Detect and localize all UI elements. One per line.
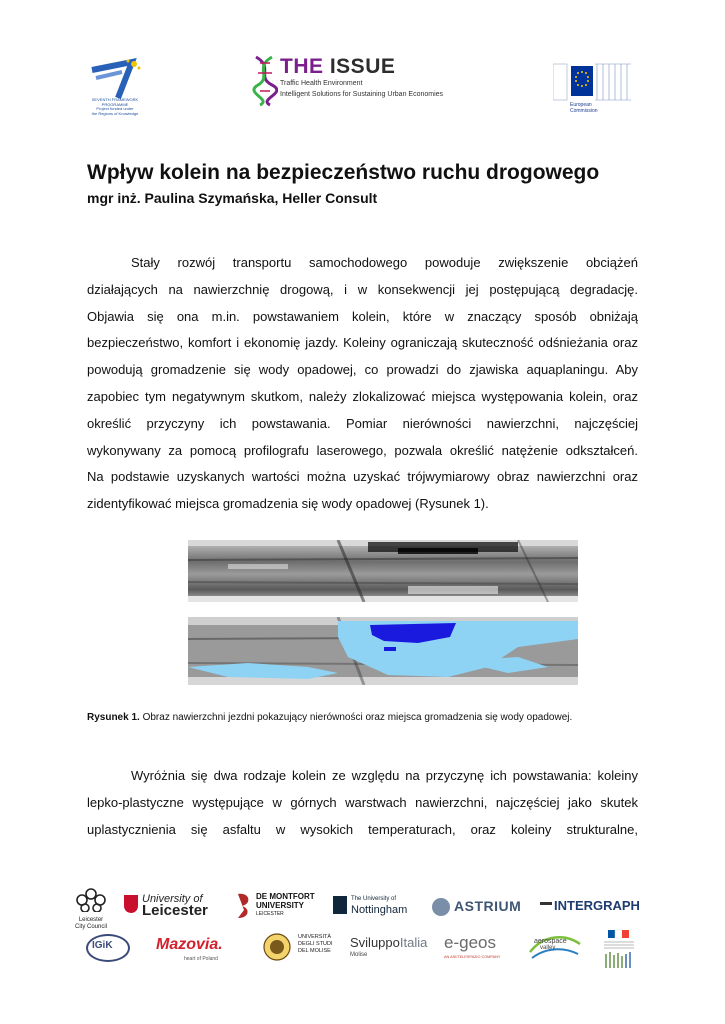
fp7-caption (82, 98, 148, 116)
figure-caption (87, 712, 572, 724)
paragraph-line: powodują gromadzenie się wody opadowej, co prowadzi do zjawiska aquaplaningu. Aby (87, 362, 638, 378)
ec-building-icon (553, 60, 633, 102)
fp7-caption-line: the Regions of Knowledge (91, 110, 139, 116)
figure-caption-text: Obraz nawierzchni jezdni pokazujący nierówności oraz miejsca gromadzenia się wody opadowej. (139, 712, 573, 723)
aerospace-text: aerospace (534, 938, 567, 945)
leicester-city-council-logo (74, 888, 108, 928)
paragraph-line: Objawia się ona m.in. powstawaniem kolein, które w znaczący sposób obniżają (87, 308, 638, 324)
paragraph-line: określić przyczyny ich powstawania. Pomiar nierówności nawierzchni, najczęściej (87, 415, 638, 431)
shield-icon (124, 895, 138, 913)
issue-word: ISSUE (329, 55, 396, 78)
ec-caption-line: Commission (570, 108, 598, 114)
nottingham-small-text: The University of (351, 896, 397, 902)
ec-caption (570, 102, 598, 114)
dmu-line: UNIVERSITY (256, 901, 305, 910)
dragon-icon (234, 890, 254, 920)
issue-tagline-1: Traffic Health Environment (280, 80, 363, 87)
igik-logo (82, 932, 134, 962)
de-montfort-university-logo (234, 890, 314, 922)
paragraph-line: bezpieczeństwo, komfort i ekonomię jazdy. Koleiny ograniczają skuteczność odśnieżania oraz (87, 335, 638, 351)
issue-wordmark (280, 55, 395, 79)
e-geos-logo (444, 933, 516, 963)
italia-text: Italia (399, 935, 428, 950)
molise-line: DEL MOLISE (298, 948, 331, 954)
egeos-sub: AN ASI/TELESPAZIO COMPANY (444, 955, 501, 959)
igik-text: IGiK (92, 940, 113, 951)
mazovia-text: Mazovia. (156, 936, 223, 953)
paragraph-line: wykonywany za pomocą profilografu laserowego, pozwala określić natężenie odkształceń. (87, 442, 638, 458)
molise-line: UNIVERSITÀ (298, 934, 332, 940)
document-title: Wpływ kolein na bezpieczeństwo ruchu drogowego (87, 161, 600, 184)
road-water-accumulation-image (188, 617, 578, 685)
dmu-line: LEICESTER (256, 911, 284, 917)
egeos-text: e-geos (444, 933, 496, 952)
paragraph-line: zapobiec tym negatywnym skutkom, należy zlokalizować miejsca występowania kolein, oraz (87, 388, 638, 404)
castle-icon (333, 896, 347, 914)
university-seal-icon (262, 932, 292, 962)
paragraph-line: działających na nawierzchnię drogową, i w konsekwencji jej postępującą degradację. (87, 281, 638, 297)
european-commission-logo (553, 60, 633, 120)
intergraph-logo (540, 896, 640, 918)
french-republic-logo (600, 928, 638, 970)
leicester-cc-line: Leicester (78, 917, 104, 923)
university-of-leicester-logo (124, 893, 220, 919)
document-author: mgr inż. Paulina Szymańska, Heller Consult (87, 190, 378, 206)
intergraph-text: INTERGRAPH (554, 898, 640, 913)
ec-caption-line: European (570, 102, 592, 108)
mazovia-logo (156, 936, 242, 964)
fp7-logo (82, 58, 148, 120)
paragraph-2 (87, 763, 638, 843)
fp7-caption-line: PROGRAMME (101, 101, 129, 107)
paragraph-line: uplastycznienia się asfaltu w wysokich temperaturach, oraz koleiny strukturalne, (87, 821, 638, 837)
paragraph-line-last: zidentyfikować miejsca gromadzenia się wody opadowej (Rysunek 1). (87, 496, 489, 512)
paragraph-line: Na podstawie uzyskanych wartości można uzyskać trójwymiarowy obraz nawierzchni oraz (87, 469, 638, 485)
aerospace-sub: valley (540, 945, 556, 951)
paragraph-line: Stały rozwój transportu samochodowego powoduje zwiększenie obciążeń (131, 255, 638, 270)
road-surface-image (188, 540, 578, 602)
universita-del-molise-logo (262, 932, 344, 964)
fp7-caption-line: SEVENTH FRAMEWORK (91, 97, 139, 102)
nottingham-big-text: Nottingham (351, 904, 408, 916)
figure-caption-label: Rysunek 1. (87, 712, 140, 723)
issue-tagline-2: Intelligent Solutions for Sustaining Urban Economies (280, 91, 444, 98)
astrium-text: ASTRIUM (454, 898, 522, 914)
sviluppo-italia-logo (350, 935, 430, 963)
paragraph-1 (87, 250, 638, 518)
fp7-seven-icon (82, 58, 148, 100)
astrium-logo (432, 896, 528, 918)
cinquefoil-icon (74, 888, 108, 912)
paragraph-line: lepko-plastyczne występujące w górnych warstwach nawierzchni, najczęściej jako skutek (87, 794, 638, 810)
aerospace-valley-logo (526, 930, 584, 962)
sviluppo-sub: Molise (350, 952, 368, 958)
the-issue-logo (252, 55, 442, 107)
globe-icon (432, 898, 450, 916)
leicester-cc-line: City Council (74, 924, 107, 930)
dmu-line: DE MONTFORT (256, 892, 315, 901)
molise-text (298, 934, 333, 955)
university-of-nottingham-logo (333, 894, 419, 920)
mazovia-sub: heart of Poland (184, 956, 218, 962)
uol-small-text: University of (142, 893, 203, 905)
sviluppo-text: Sviluppo (350, 935, 400, 950)
uol-big-text: Leicester (142, 902, 208, 919)
fp7-caption-line: Project funded under (96, 106, 134, 112)
swoosh-icon (540, 902, 552, 905)
tricolour-icon (600, 928, 638, 970)
paragraph-line: Wyróżnia się dwa rodzaje kolein ze względu na przyczynę ich powstawania: koleiny (131, 768, 638, 783)
issue-the: THE (280, 55, 324, 78)
dna-helix-icon (252, 55, 278, 107)
molise-line: DEGLI STUDI (298, 941, 333, 947)
